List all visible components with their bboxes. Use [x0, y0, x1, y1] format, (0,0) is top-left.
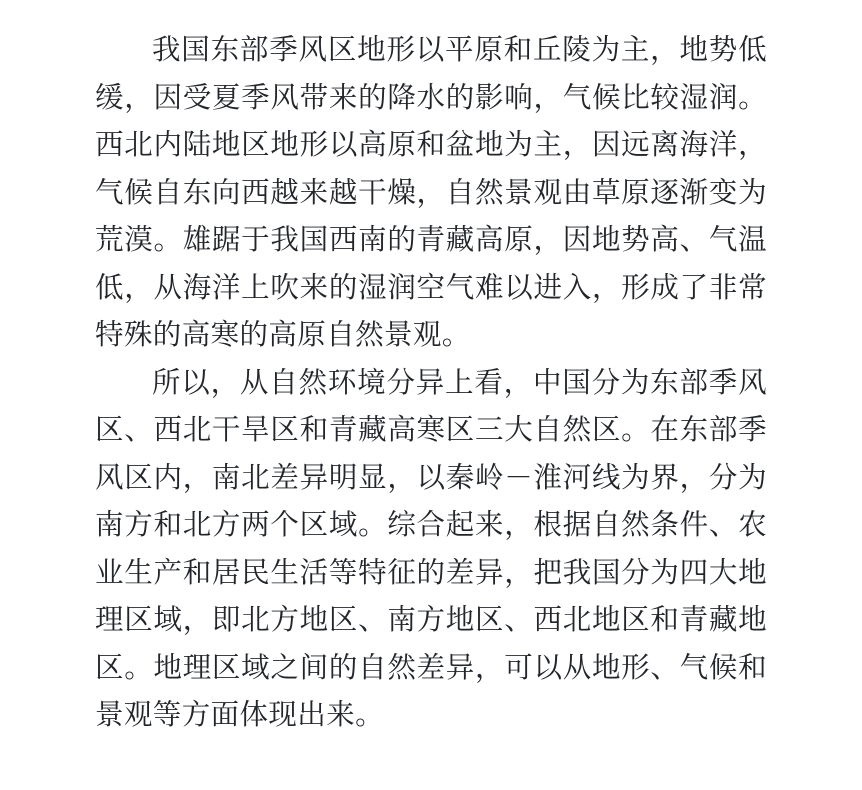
paragraph-2: 所以，从自然环境分异上看，中国分为东部季风区、西北干旱区和青藏高寒区三大自然区。在东部季风区内，南北差异明显，以秦岭－淮河线为界，分为南方和北方两个区域。综合起来，根据自然条件、农业生产和居民生活等特征的差异，把我国分为四大地理区域，即北方地区、南方地区、西北地区和青藏地区。地理区域之间的自然差异，可以从地形、气候和景观等方面体现出来。: [95, 365, 767, 731]
paragraph-1: 我国东部季风区地形以平原和丘陵为主，地势低缓，因受夏季风带来的降水的影响，气候比较湿润。西北内陆地区地形以高原和盆地为主，因远离海洋，气候自东向西越来越干燥，自然景观由草原逐渐变为荒漠。雄踞于我国西南的青藏高原，因地势高、气温低，从海洋上吹来的湿润空气难以进入，形成了非常特殊的高寒的高原自然景观。: [95, 33, 767, 351]
document-body: [95, 26, 767, 739]
